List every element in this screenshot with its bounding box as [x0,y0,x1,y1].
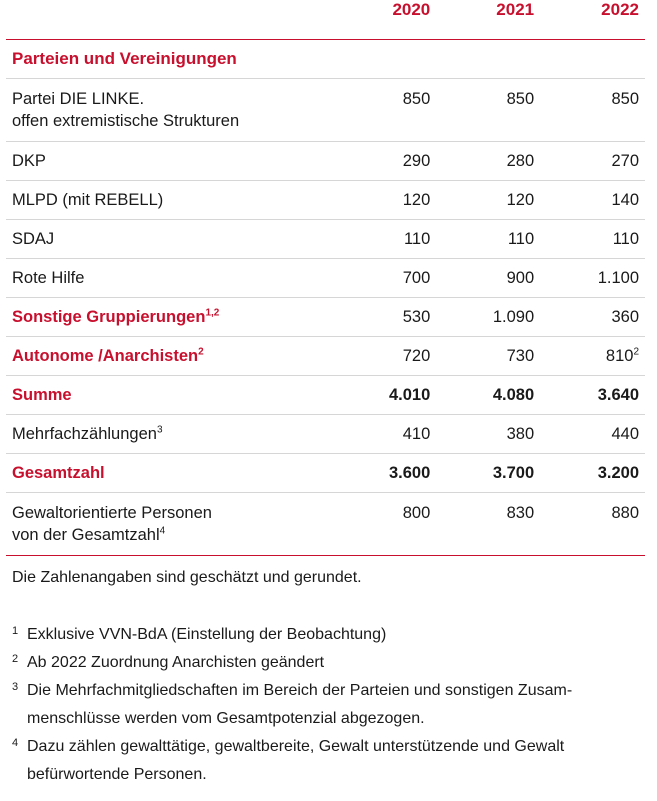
value-2020: 800 [326,493,430,556]
footnote-mark: 4 [12,737,19,749]
row-label [6,493,326,556]
table-row [6,493,645,556]
value-2020: 850 [326,79,430,142]
value-2021: 730 [430,337,534,376]
row-label-line1: Partei DIE LINKE. [12,90,145,108]
table-row [6,298,645,337]
footnote-4 [12,733,635,789]
value-2020: 110 [326,220,430,259]
row-label-text: Sonstige Gruppierungen [12,307,206,326]
row-label [6,79,326,142]
value-2021: 900 [430,259,534,298]
footnote-3 [12,677,635,733]
section-title: Parteien und Vereinigungen [6,40,645,79]
row-label: Rote Hilfe [6,259,326,298]
row-label-line2: von der Gesamtzahl [12,526,160,544]
value-2021: 830 [430,493,534,556]
footnote-1 [12,621,635,649]
footnote-mark: 2 [12,653,19,665]
value-2020: 700 [326,259,430,298]
value-2022: 1.100 [534,259,645,298]
value-2021: 380 [430,415,534,454]
table-row [6,337,645,376]
value-2022 [534,337,645,376]
column-header-2022: 2022 [601,0,639,19]
column-header-2020: 2020 [392,0,431,19]
footnote-text-line1: Dazu zählen gewalttätige, gewaltbereite, Gewalt unterstützende und Gewalt [27,738,565,755]
footnote-text: Ab 2022 Zuordnung Anarchisten geändert [27,654,325,671]
table-row [6,220,645,259]
row-label [6,415,326,454]
row-label: DKP [6,142,326,181]
row-label: SDAJ [6,220,326,259]
footnote-marker: 2 [198,346,204,357]
row-label-text: Autonome /Anarchisten [12,346,199,365]
row-label: Gesamtzahl [6,454,326,493]
row-label [6,298,326,337]
footnote-text-line1: Die Mehrfachmitgliedschaften im Bereich der Parteien und sonstigen Zusam- [27,682,573,699]
footnote-marker: 2 [633,346,639,357]
footnote-mark: 1 [12,625,19,637]
footnote-marker: 1,2 [205,307,220,318]
value-2022: 850 [534,79,645,142]
table-row [6,415,645,454]
footnote-2 [12,649,635,677]
footnote-marker: 4 [159,525,166,537]
value-2020: 720 [326,337,430,376]
value-2022-text: 810 [605,346,634,365]
table-row [6,79,645,142]
row-label: MLPD (mit REBELL) [6,181,326,220]
row-label-line1: Gewaltorientierte Personen [12,504,212,522]
value-2021: 3.700 [430,454,534,493]
value-2022: 270 [534,142,645,181]
row-label: Summe [6,376,326,415]
value-2021: 1.090 [430,298,534,337]
column-header-2021: 2021 [496,0,535,19]
header-label-cell [6,0,326,40]
table-row-total [6,376,645,415]
value-2022: 360 [534,298,645,337]
estimate-note: Die Zahlenangaben sind geschätzt und gerundet. [12,569,362,586]
row-label-line2: offen extremistische Strukturen [12,112,240,130]
value-2020: 120 [326,181,430,220]
value-2022: 110 [534,220,645,259]
footnote-marker: 3 [156,424,163,435]
value-2020: 410 [326,415,430,454]
value-2022: 440 [534,415,645,454]
footnote-mark: 3 [12,681,19,693]
statistics-table [6,0,645,556]
table-row [6,142,645,181]
value-2020: 530 [326,298,430,337]
value-2021: 850 [430,79,534,142]
value-2020: 3.600 [326,454,430,493]
value-2022: 140 [534,181,645,220]
table-header-row [6,0,645,40]
table-row [6,259,645,298]
value-2020: 290 [326,142,430,181]
table-row [6,181,645,220]
value-2020: 4.010 [326,376,430,415]
value-2021: 280 [430,142,534,181]
row-label-text: Mehrfachzählungen [12,424,157,443]
value-2021: 4.080 [430,376,534,415]
footnote-text-line2: befürwortende Personen. [27,766,207,783]
value-2022: 3.200 [534,454,645,493]
row-label [6,337,326,376]
value-2021: 110 [430,220,534,259]
value-2022: 880 [534,493,645,556]
value-2021: 120 [430,181,534,220]
footnote-text-line2: menschlüsse werden vom Gesamtpotenzial abgezogen. [27,710,425,727]
section-row [6,40,645,79]
value-2022: 3.640 [534,376,645,415]
table-row-total [6,454,645,493]
footnote-text: Exklusive VVN-BdA (Einstellung der Beobachtung) [27,626,387,643]
